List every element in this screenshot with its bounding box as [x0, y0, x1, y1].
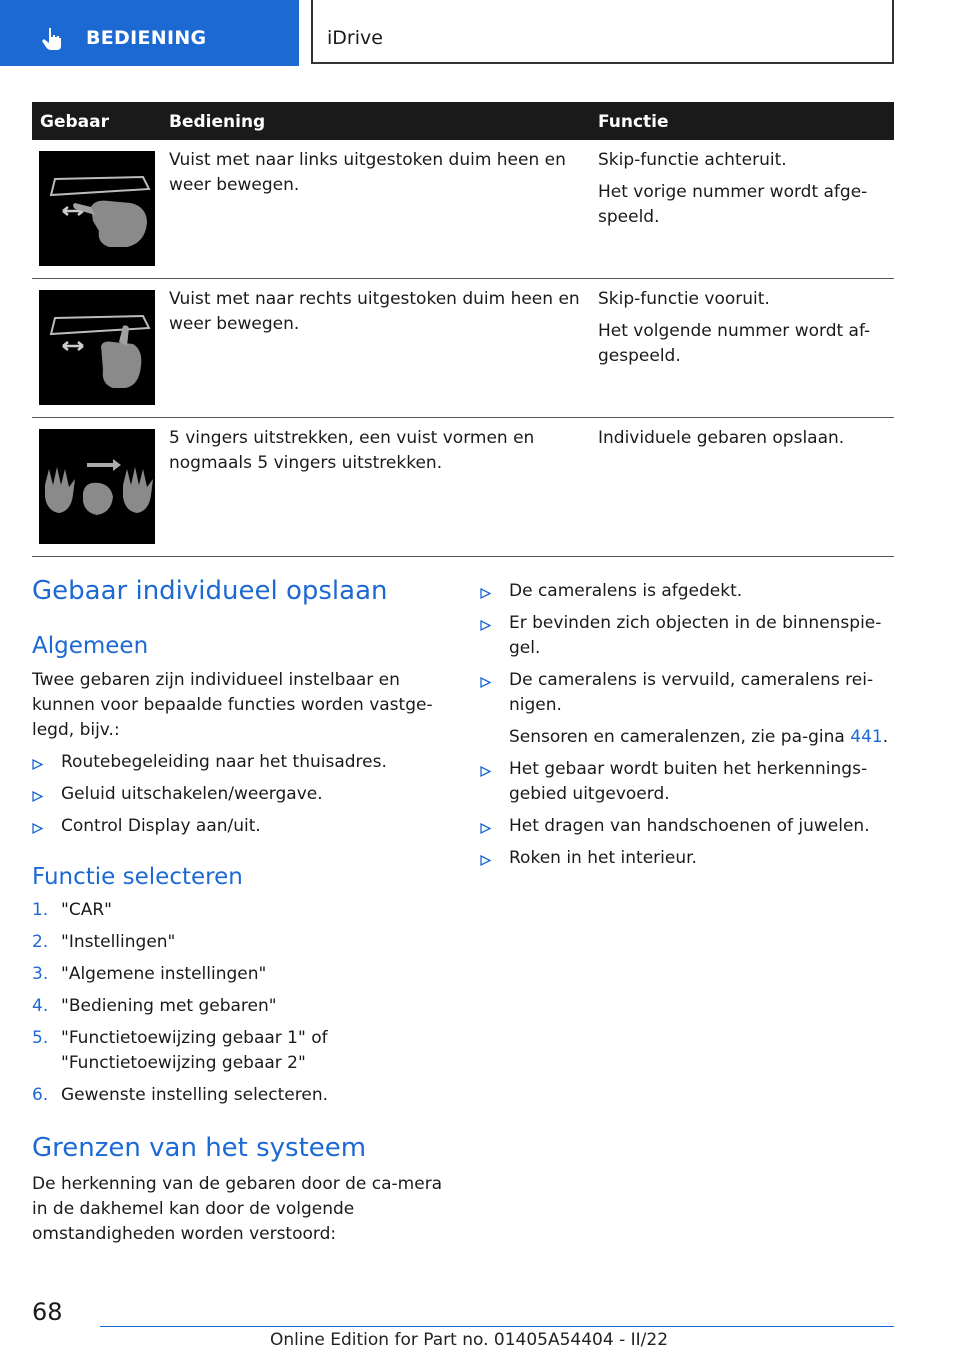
open-fist-open-hand-icon [39, 429, 155, 544]
step-text: "Bediening met gebaren" [61, 996, 277, 1016]
chapter-title: iDrive [327, 27, 383, 49]
list-item [480, 757, 894, 807]
list-item-text: Er bevinden zich objecten in de binnenspie-gel. [509, 613, 882, 658]
column-header-operation: Bediening [169, 112, 266, 132]
list-item [480, 668, 894, 750]
steps-list [32, 898, 452, 1115]
step-item [32, 962, 452, 987]
list-item [480, 579, 894, 604]
step-number: 3. [32, 964, 49, 984]
note-text: Sensoren en cameralenzen, zie pa-gina [509, 727, 851, 747]
footer-divider [100, 1326, 894, 1327]
step-number: 6. [32, 1085, 49, 1105]
step-number: 5. [32, 1028, 49, 1048]
triangle-bullet-icon [480, 823, 491, 834]
row-operation: Vuist met naar rechts uitgestoken duim heen en weer bewegen. [169, 289, 580, 334]
triangle-bullet-icon [480, 588, 491, 599]
list-item-text: Het gebaar wordt buiten het herkennings-gebied uitgevoerd. [509, 759, 868, 804]
triangle-bullet-icon [480, 766, 491, 777]
page-number: 68 [32, 1298, 63, 1326]
step-text: "Algemene instellingen" [61, 964, 267, 984]
fist-thumb-left-swipe-icon [39, 151, 155, 266]
section-heading-save: Gebaar individueel opslaan [32, 576, 388, 606]
table-row [32, 140, 894, 279]
list-item-text: De cameralens is vervuild, cameralens rei-nigen. [509, 670, 874, 715]
limits-intro: De herkenning van de gebaren door de ca-mera in de dakhemel kan door de volgende omstandigheden worden verstoord: [32, 1174, 443, 1244]
triangle-bullet-icon [480, 855, 491, 866]
function-line: Skip-functie achteruit. [598, 150, 787, 170]
table-header [32, 102, 894, 140]
column-header-gesture: Gebaar [40, 112, 109, 132]
step-item [32, 930, 452, 955]
step-text: Gewenste instelling selecteren. [61, 1085, 328, 1105]
row-function [598, 426, 888, 458]
gesture-table [32, 102, 894, 557]
function-line: Het volgende nummer wordt af-gespeeld. [598, 321, 871, 366]
list-item [32, 814, 452, 839]
list-item-text: De cameralens is afgedekt. [509, 581, 743, 601]
note-suffix: . [882, 727, 889, 747]
list-item-text: Geluid uitschakelen/weergave. [61, 784, 323, 804]
row-function [598, 148, 888, 237]
step-number: 2. [32, 932, 49, 952]
row-operation: 5 vingers uitstrekken, een vuist vormen en nogmaals 5 vingers uitstrekken. [169, 428, 535, 473]
triangle-bullet-icon [480, 620, 491, 631]
chapter-title-box [311, 0, 894, 64]
column-header-function: Functie [598, 112, 669, 132]
function-line: Het vorige nummer wordt afge-speeld. [598, 182, 868, 227]
step-number: 4. [32, 996, 49, 1016]
table-row [32, 279, 894, 418]
step-item [32, 994, 452, 1019]
hand-touch-icon [40, 26, 66, 52]
list-item [480, 846, 894, 871]
step-item [32, 1026, 452, 1076]
list-item-text: Het dragen van handschoenen of juwelen. [509, 816, 870, 836]
cross-reference-note [509, 725, 894, 750]
table-row [32, 418, 894, 557]
limits-list [480, 579, 894, 878]
step-text: "CAR" [61, 900, 112, 920]
list-item-text: Roken in het interieur. [509, 848, 697, 868]
triangle-bullet-icon [32, 791, 43, 802]
subheading-general: Algemeen [32, 633, 149, 659]
step-number: 1. [32, 900, 49, 920]
section-label: BEDIENING [86, 27, 207, 49]
step-text: "Functietoewijzing gebaar 1" of "Functietoewijzing gebaar 2" [61, 1028, 328, 1073]
step-text: "Instellingen" [61, 932, 176, 952]
section-heading-limits: Grenzen van het systeem [32, 1133, 367, 1163]
function-line: Skip-functie vooruit. [598, 289, 770, 309]
examples-list [32, 750, 452, 846]
section-tab [0, 0, 299, 66]
step-item [32, 898, 452, 923]
subheading-select: Functie selecteren [32, 864, 243, 890]
triangle-bullet-icon [32, 823, 43, 834]
edition-text: Online Edition for Part no. 01405A54404 - II/22 [270, 1330, 669, 1350]
list-item [480, 814, 894, 839]
triangle-bullet-icon [480, 677, 491, 688]
general-text: Twee gebaren zijn individueel instelbaar en kunnen voor bepaalde functies worden vastge-legd, bijv.: [32, 670, 433, 740]
row-function [598, 287, 888, 376]
row-operation: Vuist met naar links uitgestoken duim heen en weer bewegen. [169, 150, 566, 195]
list-item [32, 782, 452, 807]
list-item-text: Control Display aan/uit. [61, 816, 261, 836]
function-line: Individuele gebaren opslaan. [598, 428, 845, 448]
fist-thumb-right-swipe-icon [39, 290, 155, 405]
list-item [32, 750, 452, 775]
list-item [480, 611, 894, 661]
triangle-bullet-icon [32, 759, 43, 770]
list-item-text: Routebegeleiding naar het thuisadres. [61, 752, 387, 772]
step-item [32, 1083, 452, 1108]
page-link[interactable]: 441 [850, 727, 883, 747]
